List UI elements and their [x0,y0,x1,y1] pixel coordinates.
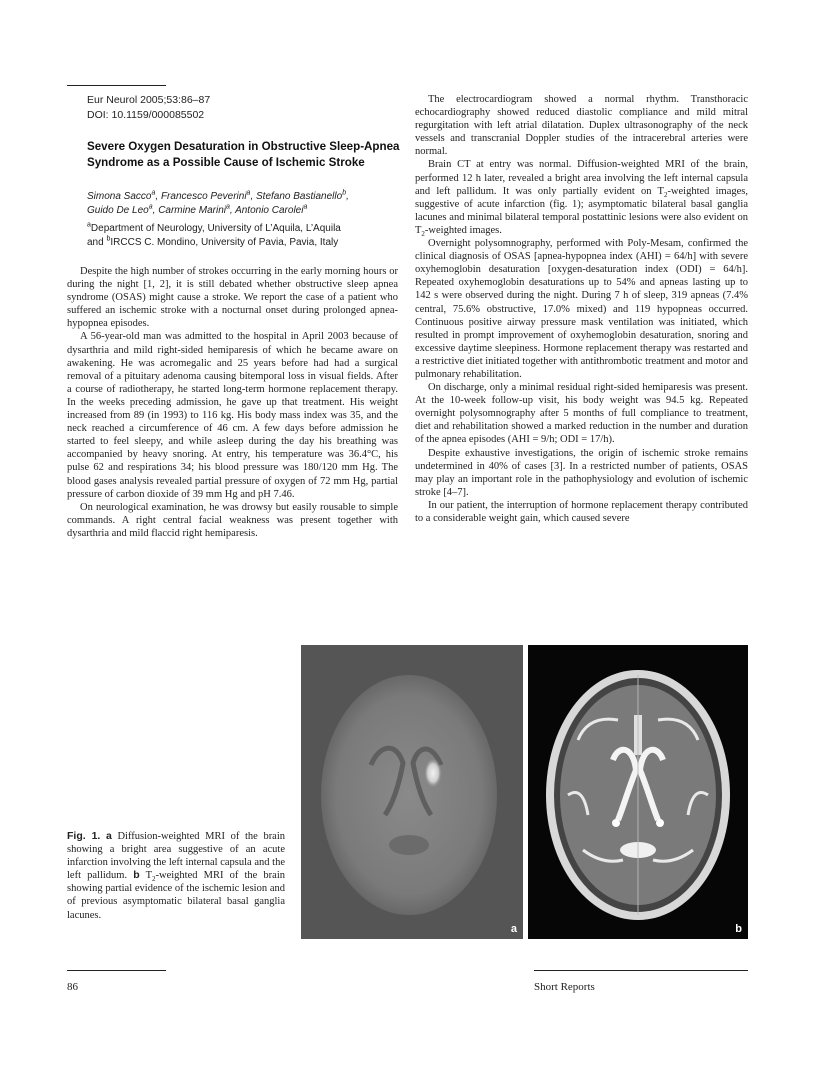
figure-caption: Fig. 1. a Diffusion-weighted MRI of the brain showing a bright area suggestive of an acute infarction involving the left internal capsula and the left pallidum. b $T_2$-weighted MRI of the brain showing partial evidence of the ischemic lesion and of previous asymptomatic bilateral basal ganglia lacunes. [67,830,286,921]
body-right-column [415,93,748,525]
header-rule [67,85,166,86]
paragraph: Despite exhaustive investigations, the origin of ischemic stroke remains undetermined in 40% of cases [3]. In a restricted number of patients, OSAS may play an important role in the pathophysiology and evolution of ischemic stroke [4–7]. [415,447,748,498]
panel-a-label: a [510,923,517,935]
figure-panel-b-t2-mri [528,645,748,939]
figure-label: Fig. 1. [67,830,101,842]
section-name: Short Reports [534,981,595,993]
mri-dwi-image [301,645,523,939]
author-list: Simona Sacco$^a$, Francesco Peverini$^a$, Stefano Bastianello$^b$, Guido De Leo$^a$, Carmine Marini$^a$, Antonio Carolei$^a$ [87,189,349,216]
body-left-column [67,265,398,540]
paragraph: The electrocardiogram showed a normal rhythm. Transthoracic echocardiography showed reduced diastolic compliance and mild mitral regurgitation with left atrial dilatation. Duplex ultrasonography of the neck vessels and transcranial Doppler studies of the intracerebral arteries were normal. [415,94,748,158]
author: Francesco Peverini$^a$ [160,189,251,202]
paragraph: Brain CT at entry was normal. Diffusion-weighted MRI of the brain, performed 12 h later, revealed a bright area involving the left internal capsula and left pallidum. It was only partially evident on $T_2$-weighted images, suggestive of acute infarction (fig. 1); asymptomatic bilateral basal ganglia lacunes and minimal bilateral temporal postattinic lesions were also evident on $T_2$-weighted images. [415,159,748,239]
author: Simona Sacco$^a$ [87,189,156,202]
mri-t2-image [528,645,748,939]
journal-reference: Eur Neurol 2005;53:86–87 [87,94,211,106]
paragraph: A 56-year-old man was admitted to the hospital in April 2003 because of dysarthria and mild right-sided hemiparesis of which he became aware on awakening. He was acromegalic and 25 years before had had a surgical removal of a pituitary adenoma causing bitemporal loss in visual fields. After a course of radiotherapy, he started long-term hormone replacement therapy. In the weeks preceding admission, he gave up that treatment. His weight increased from 89 (in 1993) to 116 kg. His body mass index was 35, and the neck reached a circumference of 46 cm. A few days before admission he started to feel sleepy, and while asleep during the day his breathing was accompanied by heavy snoring. At entry, his temperature was 36.4°C, his pulse 62 and respirations 34; his blood pressure was 180/120 mm Hg. The blood gases analysis revealed partial pressure of oxygen of 72 mm Hg, partial pressure of carbon dioxide of 39 mm Hg and pH 7.46. [67,331,398,500]
author: Guido De Leo$^a$ [87,203,153,216]
author: Antonio Carolei$^a$ [235,203,308,216]
paragraph: On discharge, only a minimal residual right-sided hemiparesis was present. At the 10-week follow-up visit, his body weight was 94.5 kg. Repeated overnight polysomnography after 5 months of full compliance to treatment, diet and rehabilitation showed a marked reduction in the number and duration of the apnea episodes (AHI = 9/h; ODI = 17/h). [415,382,748,446]
lesion-highlight [424,758,442,788]
paragraph: Despite the high number of strokes occurring in the early morning hours or during the night [1, 2], it is still debated whether obstructive sleep apnea syndrome (OSAS) might cause a stroke. We report the case of a patient who suffered an ischemic stroke with a nocturnal onset during prolonged apnea-hypopnea episodes. [67,266,398,330]
paragraph: On neurological examination, he was drowsy but easily rousable to simple commands. A right central facial weakness was present together with dysarthria and mild flaccid right hemiparesis. [67,501,398,539]
doi: DOI: 10.1159/000085502 [87,108,205,121]
author: Carmine Marini$^a$ [158,203,230,216]
author: Stefano Bastianello$^b$ [256,189,347,202]
footer-rule-right [534,970,748,971]
article-title: Severe Oxygen Desaturation in Obstructive Sleep-Apnea Syndrome as a Possible Cause of Ischemic Stroke [87,140,400,169]
panel-b-label: b [735,923,742,935]
page-number: 86 [67,981,78,993]
paragraph: In our patient, the interruption of hormone replacement therapy contributed to a considerable weight gain, which caused severe [415,499,748,524]
figure-panel-a-dwi-mri [301,645,523,939]
affiliations [87,222,407,250]
footer-rule-left [67,970,166,971]
paragraph: Overnight polysomnography, performed with Poly-Mesam, confirmed the clinical diagnosis of OSAS [apnea-hypopnea index (AHI) = 64/h] with severe oxyhemoglobin desaturation [oxygen-desaturation index (ODI) = 64/h]. Repeated oxyhemoglobin desaturations up to 54% and apneas lasting up to 142 s were observed during the night. During 7 h of sleep, 319 apneas (7.4% central, 75.6% obstructive, 17.0% mixed) and 119 hypopneas occurred. Continuous positive airway pressure mask ventilation was initiated, which resulted in prompt improvement of oxyhemoglobin desaturation, snoring and excessive daytime sleepiness. Hormone replacement therapy was restarted and a restrictive diet initiated together with antithrombotic treatment and motor and pulmonary rehabilitation. [415,238,748,380]
affiliation-b: and $^b$IRCCS C. Mondino, University of Pavia, Pavia, Italy [87,235,339,248]
article-meta [87,93,387,122]
affiliation-a: $^a$Department of Neurology, University of L’Aquila, L’Aquila [87,221,341,234]
